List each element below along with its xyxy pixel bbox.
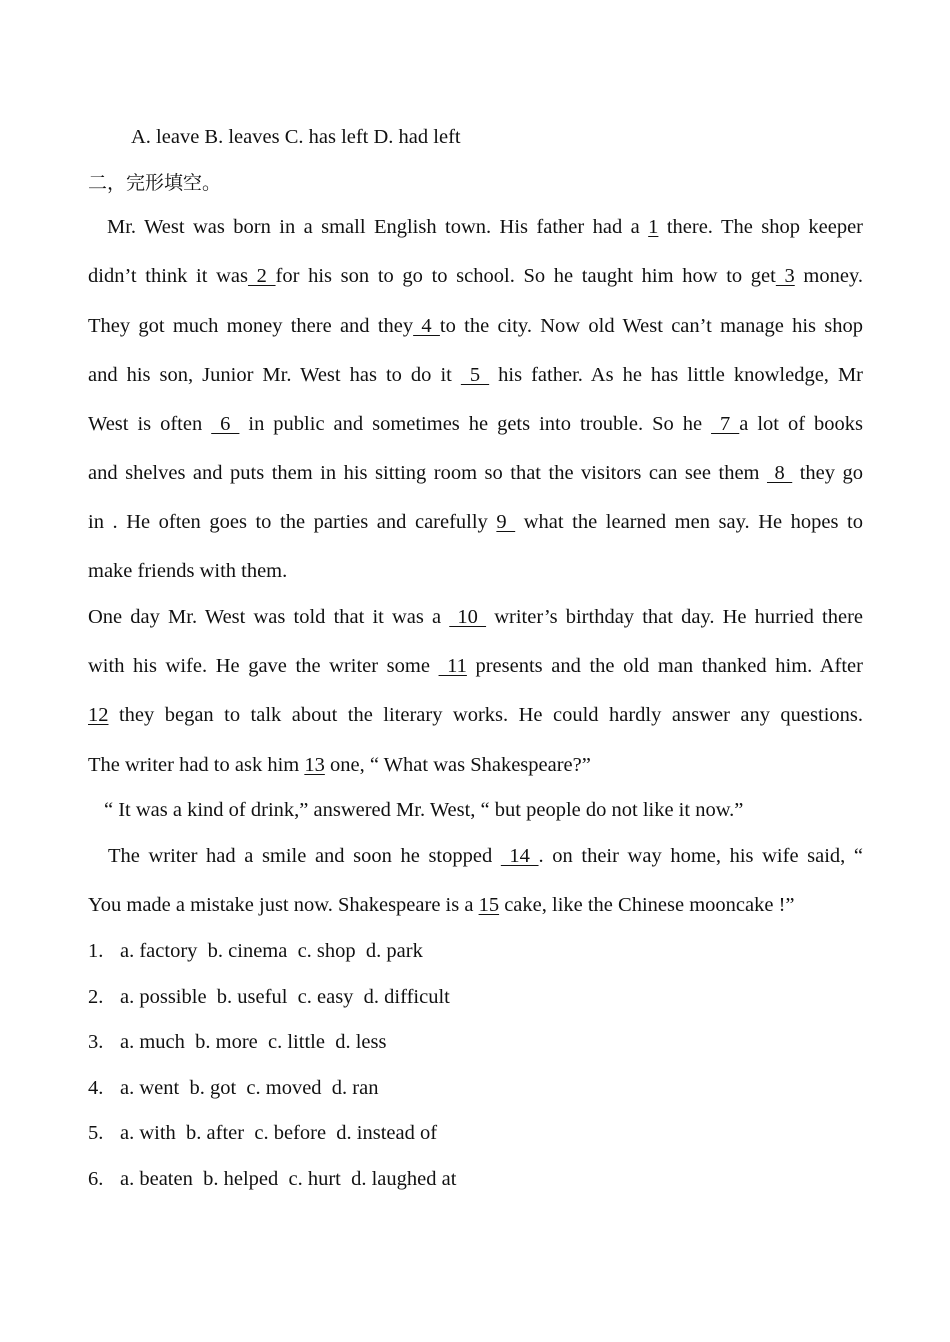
option-row-3	[88, 1029, 863, 1055]
option-choices: a. with b. after c. before d. instead of	[120, 1122, 438, 1144]
passage-line-15: You made a mistake just now. Shakespeare is a 15 cake, like the Chinese mooncake !”	[88, 894, 795, 916]
blank-1: 1	[648, 216, 659, 238]
blank-14: 14	[500, 845, 539, 867]
option-number: 4.	[88, 1077, 104, 1099]
passage-line-9: One day Mr. West was told that it was a 10 writer’s birthday that day. He hurried there	[88, 606, 863, 628]
option-number: 2.	[88, 986, 104, 1008]
blank-4: 4	[413, 315, 440, 337]
passage-line-4: and his son, Junior Mr. West has to do it 5 his father. As he has little knowledge, Mr	[88, 364, 864, 386]
option-choices: a. possible b. useful c. easy d. difficult	[120, 986, 450, 1008]
blank-12: 12	[88, 704, 109, 726]
option-choices: a. much b. more c. little d. less	[120, 1031, 387, 1053]
option-number: 6.	[88, 1168, 104, 1190]
passage-line-8: make friends with them.	[88, 560, 288, 582]
blank-5: 5	[460, 364, 490, 386]
passage-line-11: 12 they began to talk about the literary works. He could hardly answer any questions.	[88, 704, 863, 726]
passage-line-6: and shelves and puts them in his sitting room so that the visitors can see them 8 they go	[88, 462, 863, 484]
option-row-4	[88, 1075, 863, 1101]
passage-line-13: “ It was a kind of drink,” answered Mr. West, “ but people do not like it now.”	[104, 799, 744, 821]
option-row-2	[88, 984, 863, 1010]
option-number: 5.	[88, 1122, 104, 1144]
passage-line-10: with his wife. He gave the writer some 11 presents and the old man thanked him. After	[88, 655, 863, 677]
passage-line-7: in . He often goes to the parties and carefully 9 what the learned men say. He hopes to	[88, 511, 863, 533]
option-row-6	[88, 1166, 863, 1192]
option-number: 1.	[88, 940, 104, 962]
blank-6: 6	[211, 413, 240, 435]
blank-9: 9	[496, 511, 516, 533]
option-choices: a. beaten b. helped c. hurt d. laughed at	[120, 1168, 457, 1190]
blank-13: 13	[304, 754, 325, 776]
option-choices: a. factory b. cinema c. shop d. park	[120, 940, 423, 962]
blank-15: 15	[478, 894, 500, 916]
blank-3: 3	[775, 265, 795, 287]
passage-line-1: Mr. West was born in a small English town. His father had a 1 there. The shop keeper	[107, 216, 863, 238]
option-choices: a. went b. got c. moved d. ran	[120, 1077, 379, 1099]
passage-line-3: They got much money there and they 4 to the city. Now old West can’t manage his shop	[88, 315, 864, 337]
section-heading: 二，完形填空。	[88, 172, 222, 194]
option-row-1	[88, 938, 863, 964]
previous-question-options: A. leave B. leaves C. has left D. had left	[131, 126, 461, 148]
passage-line-12: The writer had to ask him 13 one, “ What was Shakespeare?”	[88, 754, 591, 776]
blank-2: 2	[247, 265, 276, 287]
blank-8: 8	[766, 462, 793, 484]
passage-line-2: didn’t think it was 2 for his son to go to school. So he taught him how to get 3 money.	[88, 265, 863, 287]
blank-10: 10	[449, 606, 487, 628]
option-number: 3.	[88, 1031, 104, 1053]
passage-line-5: West is often 6 in public and sometimes he gets into trouble. So he 7 a lot of books	[88, 413, 863, 435]
passage-line-14: The writer had a smile and soon he stopped 14 . on their way home, his wife said, “	[108, 845, 863, 867]
blank-11: 11	[438, 655, 467, 677]
blank-7: 7	[711, 413, 740, 435]
option-row-5	[88, 1120, 863, 1146]
